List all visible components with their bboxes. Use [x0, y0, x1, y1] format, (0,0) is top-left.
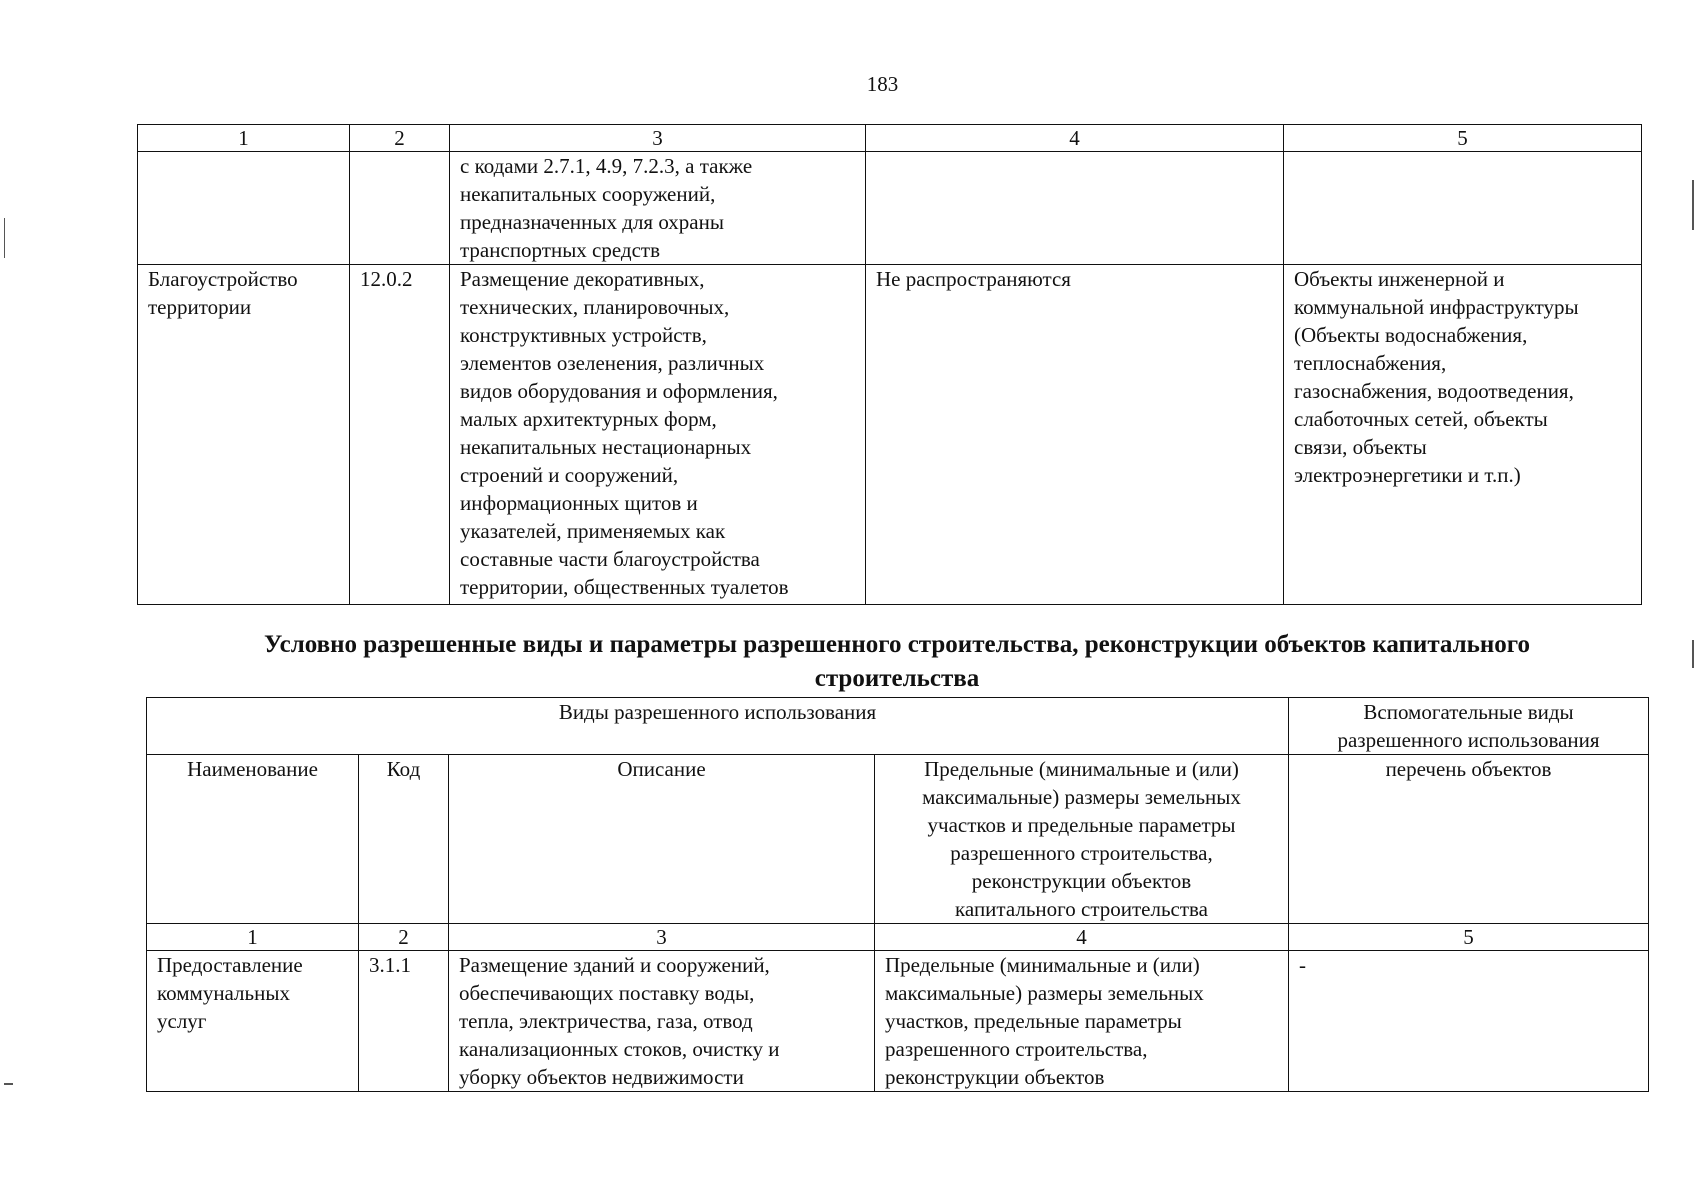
description-line: предназначенных для охраны [460, 210, 724, 234]
description-line: информационных щитов и [460, 491, 698, 515]
column-header-description: Описание [449, 755, 875, 924]
parameters-line: максимальные) размеры земельных [885, 981, 1204, 1005]
parameters-header-line: реконструкции объектов [971, 869, 1192, 893]
column-number: 3 [449, 924, 875, 951]
description-line: элементов озеленения, различных [460, 351, 765, 375]
column-number: 2 [359, 924, 449, 951]
column-number: 4 [875, 924, 1289, 951]
description-line: малых архитектурных форм, [460, 407, 717, 431]
description-line: территории, общественных туалетов [460, 575, 789, 599]
parameters-header-line: капитального строительства [955, 897, 1208, 921]
description-line: технических, планировочных, [460, 295, 730, 319]
auxiliary-cell: - [1289, 951, 1649, 1092]
scan-margin-mark [4, 218, 5, 258]
column-number: 2 [350, 125, 450, 152]
page-number: 183 [866, 72, 899, 96]
auxiliary-line: газоснабжения, водоотведения, [1294, 379, 1574, 403]
auxiliary-header-line: Вспомогательные виды [1363, 700, 1574, 724]
bottom-table [146, 697, 1649, 1092]
column-header-code: Код [359, 755, 449, 924]
auxiliary-line: связи, объекты [1294, 435, 1427, 459]
description-line: некапитальных нестационарных [460, 435, 752, 459]
auxiliary-line: электроэнергетики и т.п.) [1294, 463, 1521, 487]
scan-margin-mark [4, 1083, 13, 1085]
parameters-header-line: максимальные) размеры земельных [922, 785, 1241, 809]
section-heading-line: строительства [814, 665, 980, 692]
description-line: конструктивных устройств, [460, 323, 707, 347]
description-line: указателей, применяемых как [460, 519, 726, 543]
column-number-row [138, 125, 1642, 152]
parameters-line: реконструкции объектов [885, 1065, 1105, 1089]
name-cell [138, 152, 350, 265]
parameters-cell: Не распространяются [866, 265, 1284, 605]
column-number: 1 [147, 924, 359, 951]
parameters-cell [875, 951, 1289, 1092]
auxiliary-line: Объекты инженерной и [1294, 267, 1505, 291]
name-line: территории [148, 295, 252, 319]
column-number: 5 [1289, 924, 1649, 951]
column-number: 5 [1284, 125, 1642, 152]
group-header-row [147, 698, 1649, 755]
name-line: Благоустройство [148, 267, 298, 291]
group-header: Виды разрешенного использования [147, 698, 1289, 755]
parameters-header-line: разрешенного строительства, [950, 841, 1213, 865]
description-line: канализационных стоков, очистку и [459, 1037, 780, 1061]
description-line: уборку объектов недвижимости [459, 1065, 744, 1089]
section-heading-line: Условно разрешенные виды и параметры разрешенного строительства, реконструкции объектов капитального [263, 631, 1531, 658]
description-line: с кодами 2.7.1, 4.9, 7.2.3, а также [460, 154, 753, 178]
column-number-row [147, 924, 1649, 951]
description-line: обеспечивающих поставку воды, [459, 981, 755, 1005]
name-line: Предоставление [157, 953, 303, 977]
code-cell: 3.1.1 [359, 951, 449, 1092]
auxiliary-group-header [1289, 698, 1649, 755]
description-line: Размещение зданий и сооружений, [459, 953, 770, 977]
parameters-line: разрешенного строительства, [885, 1037, 1148, 1061]
description-line: составные части благоустройства [460, 547, 760, 571]
description-line: некапитальных сооружений, [460, 182, 716, 206]
auxiliary-line: коммунальной инфраструктуры [1294, 295, 1579, 319]
column-header-parameters [875, 755, 1289, 924]
table-row [138, 265, 1642, 605]
auxiliary-header-line: разрешенного использования [1337, 728, 1600, 752]
parameters-line: Предельные (минимальные и (или) [885, 953, 1200, 977]
parameters-header-line: участков и предельные параметры [927, 813, 1236, 837]
column-number: 3 [450, 125, 866, 152]
column-header-row [147, 755, 1649, 924]
parameters-header-line: Предельные (минимальные и (или) [924, 757, 1239, 781]
column-header-auxiliary: перечень объектов [1289, 755, 1649, 924]
code-cell [350, 152, 450, 265]
description-cell [450, 152, 866, 265]
description-line: транспортных средств [460, 238, 661, 262]
description-line: Размещение декоративных, [460, 267, 705, 291]
table-row [138, 152, 1642, 265]
table-row [147, 951, 1649, 1092]
description-cell [450, 265, 866, 605]
column-number: 4 [866, 125, 1284, 152]
code-cell: 12.0.2 [350, 265, 450, 605]
auxiliary-cell [1284, 152, 1642, 265]
scan-margin-mark [1692, 180, 1694, 230]
auxiliary-line: (Объекты водоснабжения, [1294, 323, 1528, 347]
description-line: видов оборудования и оформления, [460, 379, 778, 403]
column-header-name: Наименование [147, 755, 359, 924]
name-line: коммунальных [157, 981, 290, 1005]
auxiliary-line: теплоснабжения, [1294, 351, 1447, 375]
section-heading [146, 628, 1648, 696]
scan-margin-mark [1692, 640, 1694, 668]
parameters-line: участков, предельные параметры [885, 1009, 1182, 1033]
description-cell [449, 951, 875, 1092]
name-line: услуг [157, 1009, 207, 1033]
name-cell [138, 265, 350, 605]
description-line: строений и сооружений, [460, 463, 679, 487]
auxiliary-line: слаботочных сетей, объекты [1294, 407, 1548, 431]
name-cell [147, 951, 359, 1092]
description-line: тепла, электричества, газа, отвод [459, 1009, 753, 1033]
parameters-cell [866, 152, 1284, 265]
auxiliary-cell [1284, 265, 1642, 605]
column-number: 1 [138, 125, 350, 152]
top-table [137, 124, 1642, 605]
